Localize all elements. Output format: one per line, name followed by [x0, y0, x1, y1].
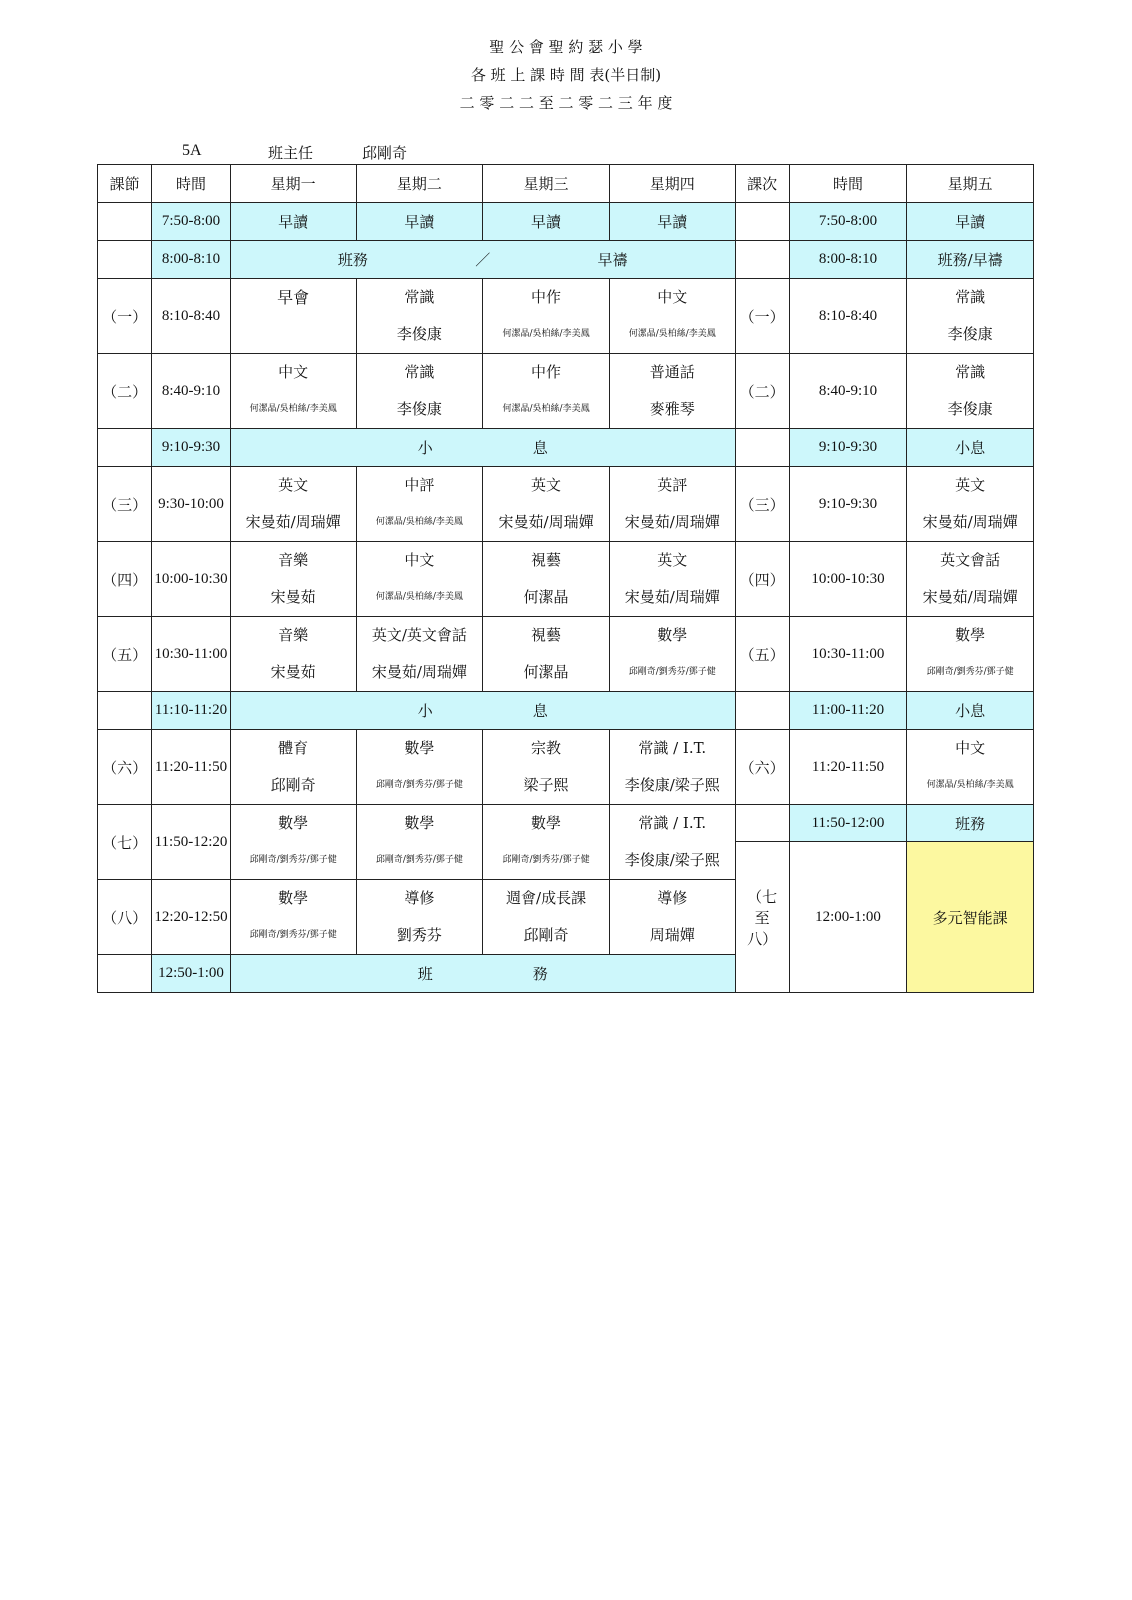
time-cell: 11:50-12:20: [152, 805, 231, 880]
fri-cell: 班務: [907, 805, 1034, 842]
time-cell: 9:10-9:30: [152, 429, 231, 467]
row-class-affairs: [98, 241, 1034, 279]
time-cell: 9:30-10:00: [152, 467, 231, 542]
fri-cell: 中文 何潔晶/吳柏絲/李美鳳: [907, 730, 1034, 805]
header-row: [98, 165, 1034, 203]
period-label: （一）: [98, 279, 152, 354]
time-cell: 10:00-10:30: [152, 542, 231, 617]
tue-cell: 常識 李俊康: [356, 354, 483, 429]
row-morning-reading: [98, 203, 1034, 241]
col-fri: 星期五: [907, 165, 1034, 203]
thu-cell: 常識 / I.T. 李俊康/梁子熙: [609, 730, 735, 805]
fri-time-cell: 10:30-11:00: [789, 617, 907, 692]
class-teacher-name: 邱剛奇: [362, 144, 408, 162]
fri-time-cell: 9:10-9:30: [789, 467, 907, 542]
mon-cell: 音樂 宋曼茹: [230, 617, 356, 692]
fri-cell: 小息: [907, 429, 1034, 467]
fri-cell: 英文 宋曼茹/周瑞嬋: [907, 467, 1034, 542]
tue-cell: 中文 何潔晶/吳柏絲/李美鳳: [356, 542, 483, 617]
thu-cell: 導修 周瑞嬋: [609, 880, 735, 955]
wed-cell: 中作 何潔晶/吳柏絲/李美鳳: [483, 354, 610, 429]
fri-cell: 早讀: [907, 203, 1034, 241]
col-time: 時間: [152, 165, 231, 203]
fri-cell: 數學 邱剛奇/劉秀芬/鄧子健: [907, 617, 1034, 692]
col-tue: 星期二: [356, 165, 483, 203]
row-recess-1: [98, 429, 1034, 467]
period-label: （五）: [98, 617, 152, 692]
mon-cell: 數學 邱剛奇/劉秀芬/鄧子健: [230, 805, 356, 880]
row-period-5: [98, 617, 1034, 692]
slot-label-7-8: （七 至 八）: [735, 842, 789, 993]
fri-time-cell: 12:00-1:00: [789, 842, 907, 993]
row-period-3: [98, 467, 1034, 542]
col-wed: 星期三: [483, 165, 610, 203]
time-cell: 12:20-12:50: [152, 880, 231, 955]
fri-time-cell: 10:00-10:30: [789, 542, 907, 617]
fri-cell: 常識 李俊康: [907, 354, 1034, 429]
fri-time-cell: 8:40-9:10: [789, 354, 907, 429]
tue-cell: 導修 劉秀芬: [356, 880, 483, 955]
period-label: （六）: [98, 730, 152, 805]
fri-time-cell: 8:00-8:10: [789, 241, 907, 279]
fri-cell-multiple-intelligence: 多元智能課: [907, 842, 1034, 993]
row-period-6: [98, 730, 1034, 805]
slot-label: （一）: [735, 279, 789, 354]
wed-cell: 早讀: [483, 203, 610, 241]
period-label: （二）: [98, 354, 152, 429]
mon-cell: 數學 邱剛奇/劉秀芬/鄧子健: [230, 880, 356, 955]
wed-cell: 宗教 梁子熙: [483, 730, 610, 805]
time-cell: 8:10-8:40: [152, 279, 231, 354]
wed-cell: 視藝 何潔晶: [483, 542, 610, 617]
mon-cell: 早會: [230, 279, 356, 354]
fri-cell: 英文會話 宋曼茹/周瑞嬋: [907, 542, 1034, 617]
col-slot: 課次: [735, 165, 789, 203]
fri-time-cell: 11:00-11:20: [789, 692, 907, 730]
fri-time-cell: 7:50-8:00: [789, 203, 907, 241]
period-label: （三）: [98, 467, 152, 542]
mon-cell: 音樂 宋曼茹: [230, 542, 356, 617]
timetable: [97, 164, 1034, 993]
thu-cell: 英評 宋曼茹/周瑞嬋: [609, 467, 735, 542]
col-thu: 星期四: [609, 165, 735, 203]
time-cell: 7:50-8:00: [152, 203, 231, 241]
tue-cell: 中評 何潔晶/吳柏絲/李美鳳: [356, 467, 483, 542]
thu-cell: 英文 宋曼茹/周瑞嬋: [609, 542, 735, 617]
time-cell: 10:30-11:00: [152, 617, 231, 692]
merged-cell: 小 息: [230, 429, 735, 467]
wed-cell: 中作 何潔晶/吳柏絲/李美鳳: [483, 279, 610, 354]
school-name: 聖 公 會 聖 約 瑟 小 學: [489, 38, 643, 56]
fri-time-cell: 9:10-9:30: [789, 429, 907, 467]
wed-cell: 英文 宋曼茹/周瑞嬋: [483, 467, 610, 542]
mon-cell: 英文 宋曼茹/周瑞嬋: [230, 467, 356, 542]
thu-cell: 常識 / I.T. 李俊康/梁子熙: [609, 805, 735, 880]
timetable-subtitle: 各 班 上 課 時 間 表(半日制): [470, 66, 662, 84]
row-period-7: [98, 805, 1034, 842]
thu-cell: 普通話 麥雅琴: [609, 354, 735, 429]
row-period-1: [98, 279, 1034, 354]
merged-cell: 班 務: [230, 955, 735, 993]
mon-cell: 體育 邱剛奇: [230, 730, 356, 805]
tue-cell: 早讀: [356, 203, 483, 241]
tue-cell: 數學 邱剛奇/劉秀芬/鄧子健: [356, 805, 483, 880]
row-period-2: [98, 354, 1034, 429]
thu-cell: 早讀: [609, 203, 735, 241]
row-period-4: [98, 542, 1034, 617]
time-cell: 11:20-11:50: [152, 730, 231, 805]
col-time-fri: 時間: [789, 165, 907, 203]
thu-cell: 中文 何潔晶/吳柏絲/李美鳳: [609, 279, 735, 354]
fri-time-cell: 11:50-12:00: [789, 805, 907, 842]
col-mon: 星期一: [230, 165, 356, 203]
time-cell: 12:50-1:00: [152, 955, 231, 993]
class-code: 5A: [182, 142, 202, 159]
merged-cell: 小 息: [230, 692, 735, 730]
slot-label: （五）: [735, 617, 789, 692]
class-teacher-label: 班主任: [268, 144, 314, 162]
slot-label: （四）: [735, 542, 789, 617]
wed-cell: 視藝 何潔晶: [483, 617, 610, 692]
period-label: （七）: [98, 805, 152, 880]
mon-cell: 早讀: [230, 203, 356, 241]
fri-cell: 小息: [907, 692, 1034, 730]
fri-cell: 班務/早禱: [907, 241, 1034, 279]
fri-cell: 常識 李俊康: [907, 279, 1034, 354]
time-cell: 8:40-9:10: [152, 354, 231, 429]
slot-label: （二）: [735, 354, 789, 429]
fri-time-cell: 8:10-8:40: [789, 279, 907, 354]
mon-cell: 中文 何潔晶/吳柏絲/李美鳳: [230, 354, 356, 429]
slot-label: （六）: [735, 730, 789, 805]
merged-cell: 班務 ／ 早禱: [230, 241, 735, 279]
time-cell: 8:00-8:10: [152, 241, 231, 279]
tue-cell: 常識 李俊康: [356, 279, 483, 354]
thu-cell: 數學 邱剛奇/劉秀芬/鄧子健: [609, 617, 735, 692]
period-label: （八）: [98, 880, 152, 955]
time-cell: 11:10-11:20: [152, 692, 231, 730]
tue-cell: 英文/英文會話 宋曼茹/周瑞嬋: [356, 617, 483, 692]
col-period: 課節: [98, 165, 152, 203]
slot-label: （三）: [735, 467, 789, 542]
wed-cell: 週會/成長課 邱剛奇: [483, 880, 610, 955]
period-label: （四）: [98, 542, 152, 617]
fri-time-cell: 11:20-11:50: [789, 730, 907, 805]
row-recess-2: [98, 692, 1034, 730]
tue-cell: 數學 邱剛奇/劉秀芬/鄧子健: [356, 730, 483, 805]
school-year: 二 零 二 二 至 二 零 二 三 年 度: [459, 94, 673, 112]
wed-cell: 數學 邱剛奇/劉秀芬/鄧子健: [483, 805, 610, 880]
